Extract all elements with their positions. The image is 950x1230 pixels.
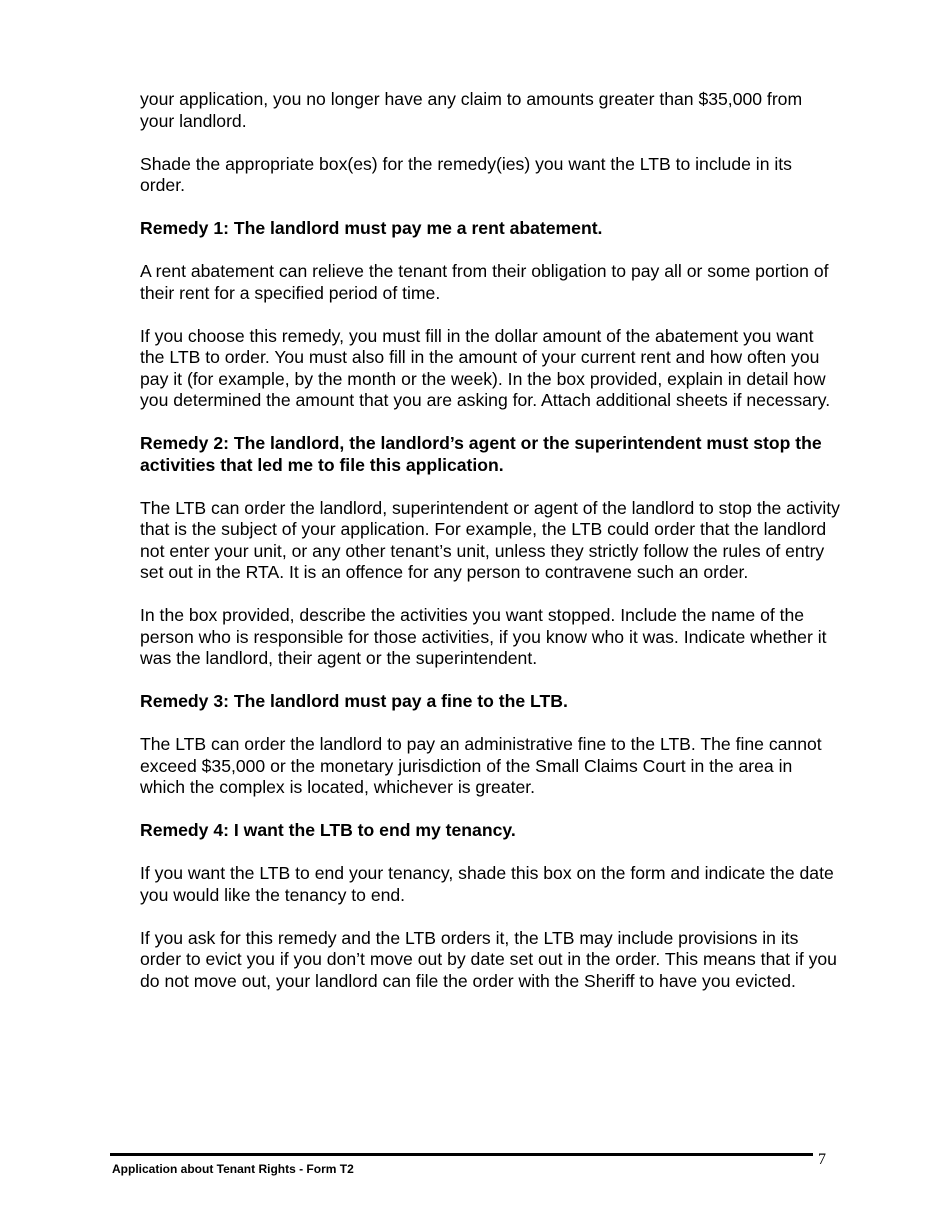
body-paragraph: If you ask for this remedy and the LTB orders it, the LTB may include provisions in its order to evict you if you don’t move out by date set out in the order. This means that if you do not move out, your landlord can file the order with the Sheriff to have you evicted.	[140, 927, 837, 991]
body-paragraph: In the box provided, describe the activities you want stopped. Include the name of the person who is responsible for those activities, if you know who it was. Indicate whether it was the landlord, their agent or the superintendent.	[140, 605, 827, 668]
document-body	[140, 89, 840, 1014]
body-paragraph: The LTB can order the landlord to pay an administrative fine to the LTB. The fine cannot exceed $35,000 or the monetary jurisdiction of the Small Claims Court in the area in which the complex is located, whichever is greater.	[140, 734, 822, 797]
page-number: 7	[818, 1151, 826, 1168]
body-paragraph: A rent abatement can relieve the tenant from their obligation to pay all or some portion of their rent for a specified period of time.	[140, 261, 829, 303]
body-paragraph: If you choose this remedy, you must fill in the dollar amount of the abatement you want the LTB to order. You must also fill in the amount of your current rent and how often you pay it (for example, by the month or the week). In the box provided, explain in detail how you determined the amount that you are asking for. Attach additional sheets if necessary.	[140, 325, 831, 410]
remedy-2-heading: Remedy 2: The landlord, the landlord’s agent or the superintendent must stop the activities that led me to file this application.	[140, 433, 822, 475]
footer-rule	[110, 1153, 813, 1156]
body-paragraph: your application, you no longer have any claim to amounts greater than $35,000 from your landlord.	[140, 89, 803, 131]
footer-title: Application about Tenant Rights - Form T2	[112, 1162, 354, 1176]
remedy-1-heading: Remedy 1: The landlord must pay me a rent abatement.	[140, 218, 603, 238]
body-paragraph: If you want the LTB to end your tenancy, shade this box on the form and indicate the date you would like the tenancy to end.	[140, 863, 834, 905]
remedy-4-heading: Remedy 4: I want the LTB to end my tenancy.	[140, 820, 516, 840]
body-paragraph: Shade the appropriate box(es) for the remedy(ies) you want the LTB to include in its order.	[140, 153, 792, 195]
remedy-3-heading: Remedy 3: The landlord must pay a fine to the LTB.	[140, 691, 568, 711]
body-paragraph: The LTB can order the landlord, superintendent or agent of the landlord to stop the activity that is the subject of your application. For example, the LTB could order that the landlord not enter your unit, or any other tenant’s unit, unless they strictly follow the rules of entry set out in the RTA. It is an offence for any person to contravene such an order.	[140, 497, 840, 582]
